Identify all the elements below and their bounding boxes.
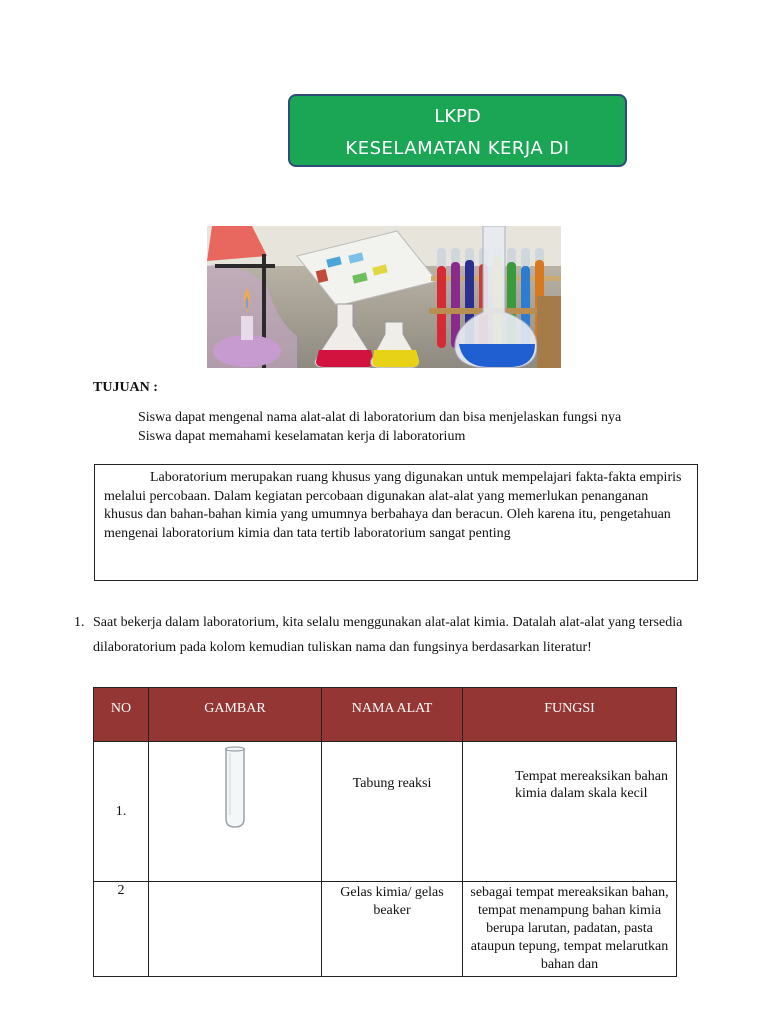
header-nama-alat: NAMA ALAT: [322, 688, 463, 742]
question-1: [74, 610, 714, 660]
cell-nama-alat: Tabung reaksi: [322, 742, 463, 882]
header-no: NO: [94, 688, 149, 742]
tujuan-item-text: Siswa dapat mengenal nama alat-alat di laboratorium dan bisa menjelaskan fungsi nya: [138, 410, 622, 425]
test-tube-image: [215, 743, 255, 847]
cell-gambar: [149, 882, 322, 977]
cell-fungsi: [463, 742, 677, 882]
table-row: [94, 742, 677, 882]
header-fungsi: FUNGSI: [463, 688, 677, 742]
header-gambar: GAMBAR: [149, 688, 322, 742]
fungsi-text: Tempat mereaksikan bahan kimia dalam skala kecil: [515, 769, 668, 801]
banner-title-line2: KESELAMATAN KERJA DI: [345, 138, 570, 159]
title-banner: [288, 94, 627, 167]
table-header-row: [94, 688, 677, 742]
bullet-icon: [116, 427, 138, 446]
list-item: [116, 427, 621, 446]
tujuan-heading: TUJUAN :: [93, 380, 158, 395]
cell-no: 1.: [94, 742, 149, 882]
cell-no: 2: [94, 882, 149, 977]
bullet-icon: [491, 768, 515, 802]
intro-text-box: [94, 464, 698, 581]
cell-gambar: [149, 742, 322, 882]
cell-fungsi: sebagai tempat mereaksikan bahan, tempat menampung bahan kimia berupa larutan, padatan, pasta ataupun tepung, tempat melarutkan bahan dan: [463, 882, 677, 977]
question-text: Saat bekerja dalam laboratorium, kita selalu menggunakan alat-alat kimia. Datalah alat-alat yang tersedia dilaboratorium pada kolom kemudian tuliskan nama dan fungsinya berdasarkan literatur!: [93, 615, 683, 655]
tujuan-item-text: Siswa dapat memahami keselamatan kerja di laboratorium: [138, 429, 466, 444]
list-item: [491, 768, 675, 802]
bullet-icon: [116, 408, 138, 427]
banner-title-line1: LKPD: [434, 106, 481, 127]
equipment-table: [93, 687, 677, 977]
laboratory-photo: [207, 226, 561, 368]
intro-paragraph: Laboratorium merupakan ruang khusus yang digunakan untuk mempelajari fakta-fakta empiris melalui percobaan. Dalam kegiatan percobaan digunakan alat-alat yang memerlukan penanganan khusus dan bahan-bahan kimia yang umumnya berbahaya dan beracun. Oleh karena itu, pengetahuan mengenai laboratorium kimia dan tata tertib laboratorium sangat penting: [104, 470, 682, 541]
tujuan-list: [116, 408, 621, 446]
question-number: 1.: [74, 615, 85, 630]
table-row: [94, 882, 677, 977]
list-item: [116, 408, 621, 427]
cell-nama-alat: Gelas kimia/ gelas beaker: [322, 882, 463, 977]
